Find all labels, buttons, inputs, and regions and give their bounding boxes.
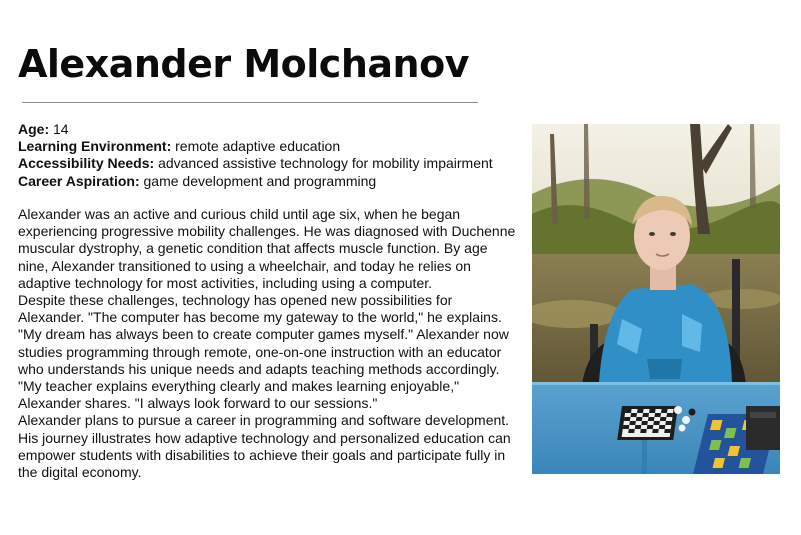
profile-facts — [18, 121, 528, 190]
profile-photo — [532, 124, 780, 474]
fact-value: advanced assistive technology for mobility impairment — [158, 155, 493, 172]
fact-label: Age: — [18, 121, 50, 137]
profile-bio — [18, 206, 518, 481]
fact-label: Accessibility Needs: — [18, 155, 155, 172]
bio-paragraph: Alexander was an active and curious child until age six, when he began experiencing progressive mobility challenges. He was diagnosed with Duchenne muscular dystrophy, a genetic condition that affects muscle function. By age nine, Alexander transitioned to using a wheelchair, and today he relies on adaptive technology for most activities, including using a computer. — [18, 206, 516, 291]
bio-paragraph: Despite these challenges, technology has opened new possibilities for Alexander. "The computer has become my gateway to the world," he explains. "My dream has always been to create computer games myself." Alexander now studies programming through remote, one-on-one instruction with an educator who understands his unique needs and adapts teaching methods accordingly. "My teacher explains everything clearly and makes learning enjoyable," Alexander shares. "I always look forward to our sessions." — [18, 292, 509, 412]
bio-paragraph: Alexander plans to pursue a career in programming and software development. His journey illustrates how adaptive technology and personalized education can empower students with disabilities to achieve their goals and participate fully in the digital economy. — [18, 412, 511, 481]
fact-accessibility-needs — [18, 155, 528, 172]
fact-value: remote adaptive education — [175, 138, 341, 155]
fact-value: game development and programming — [143, 172, 377, 189]
fact-value: 14 — [53, 121, 69, 137]
fact-age — [18, 121, 528, 138]
fact-label: Learning Environment: — [18, 138, 172, 155]
profile-name: Alexander Molchanov — [18, 42, 469, 86]
fact-career-aspiration — [18, 173, 528, 190]
fact-label: Career Aspiration: — [18, 172, 140, 189]
title-divider — [22, 102, 478, 103]
fact-learning-environment — [18, 138, 528, 155]
